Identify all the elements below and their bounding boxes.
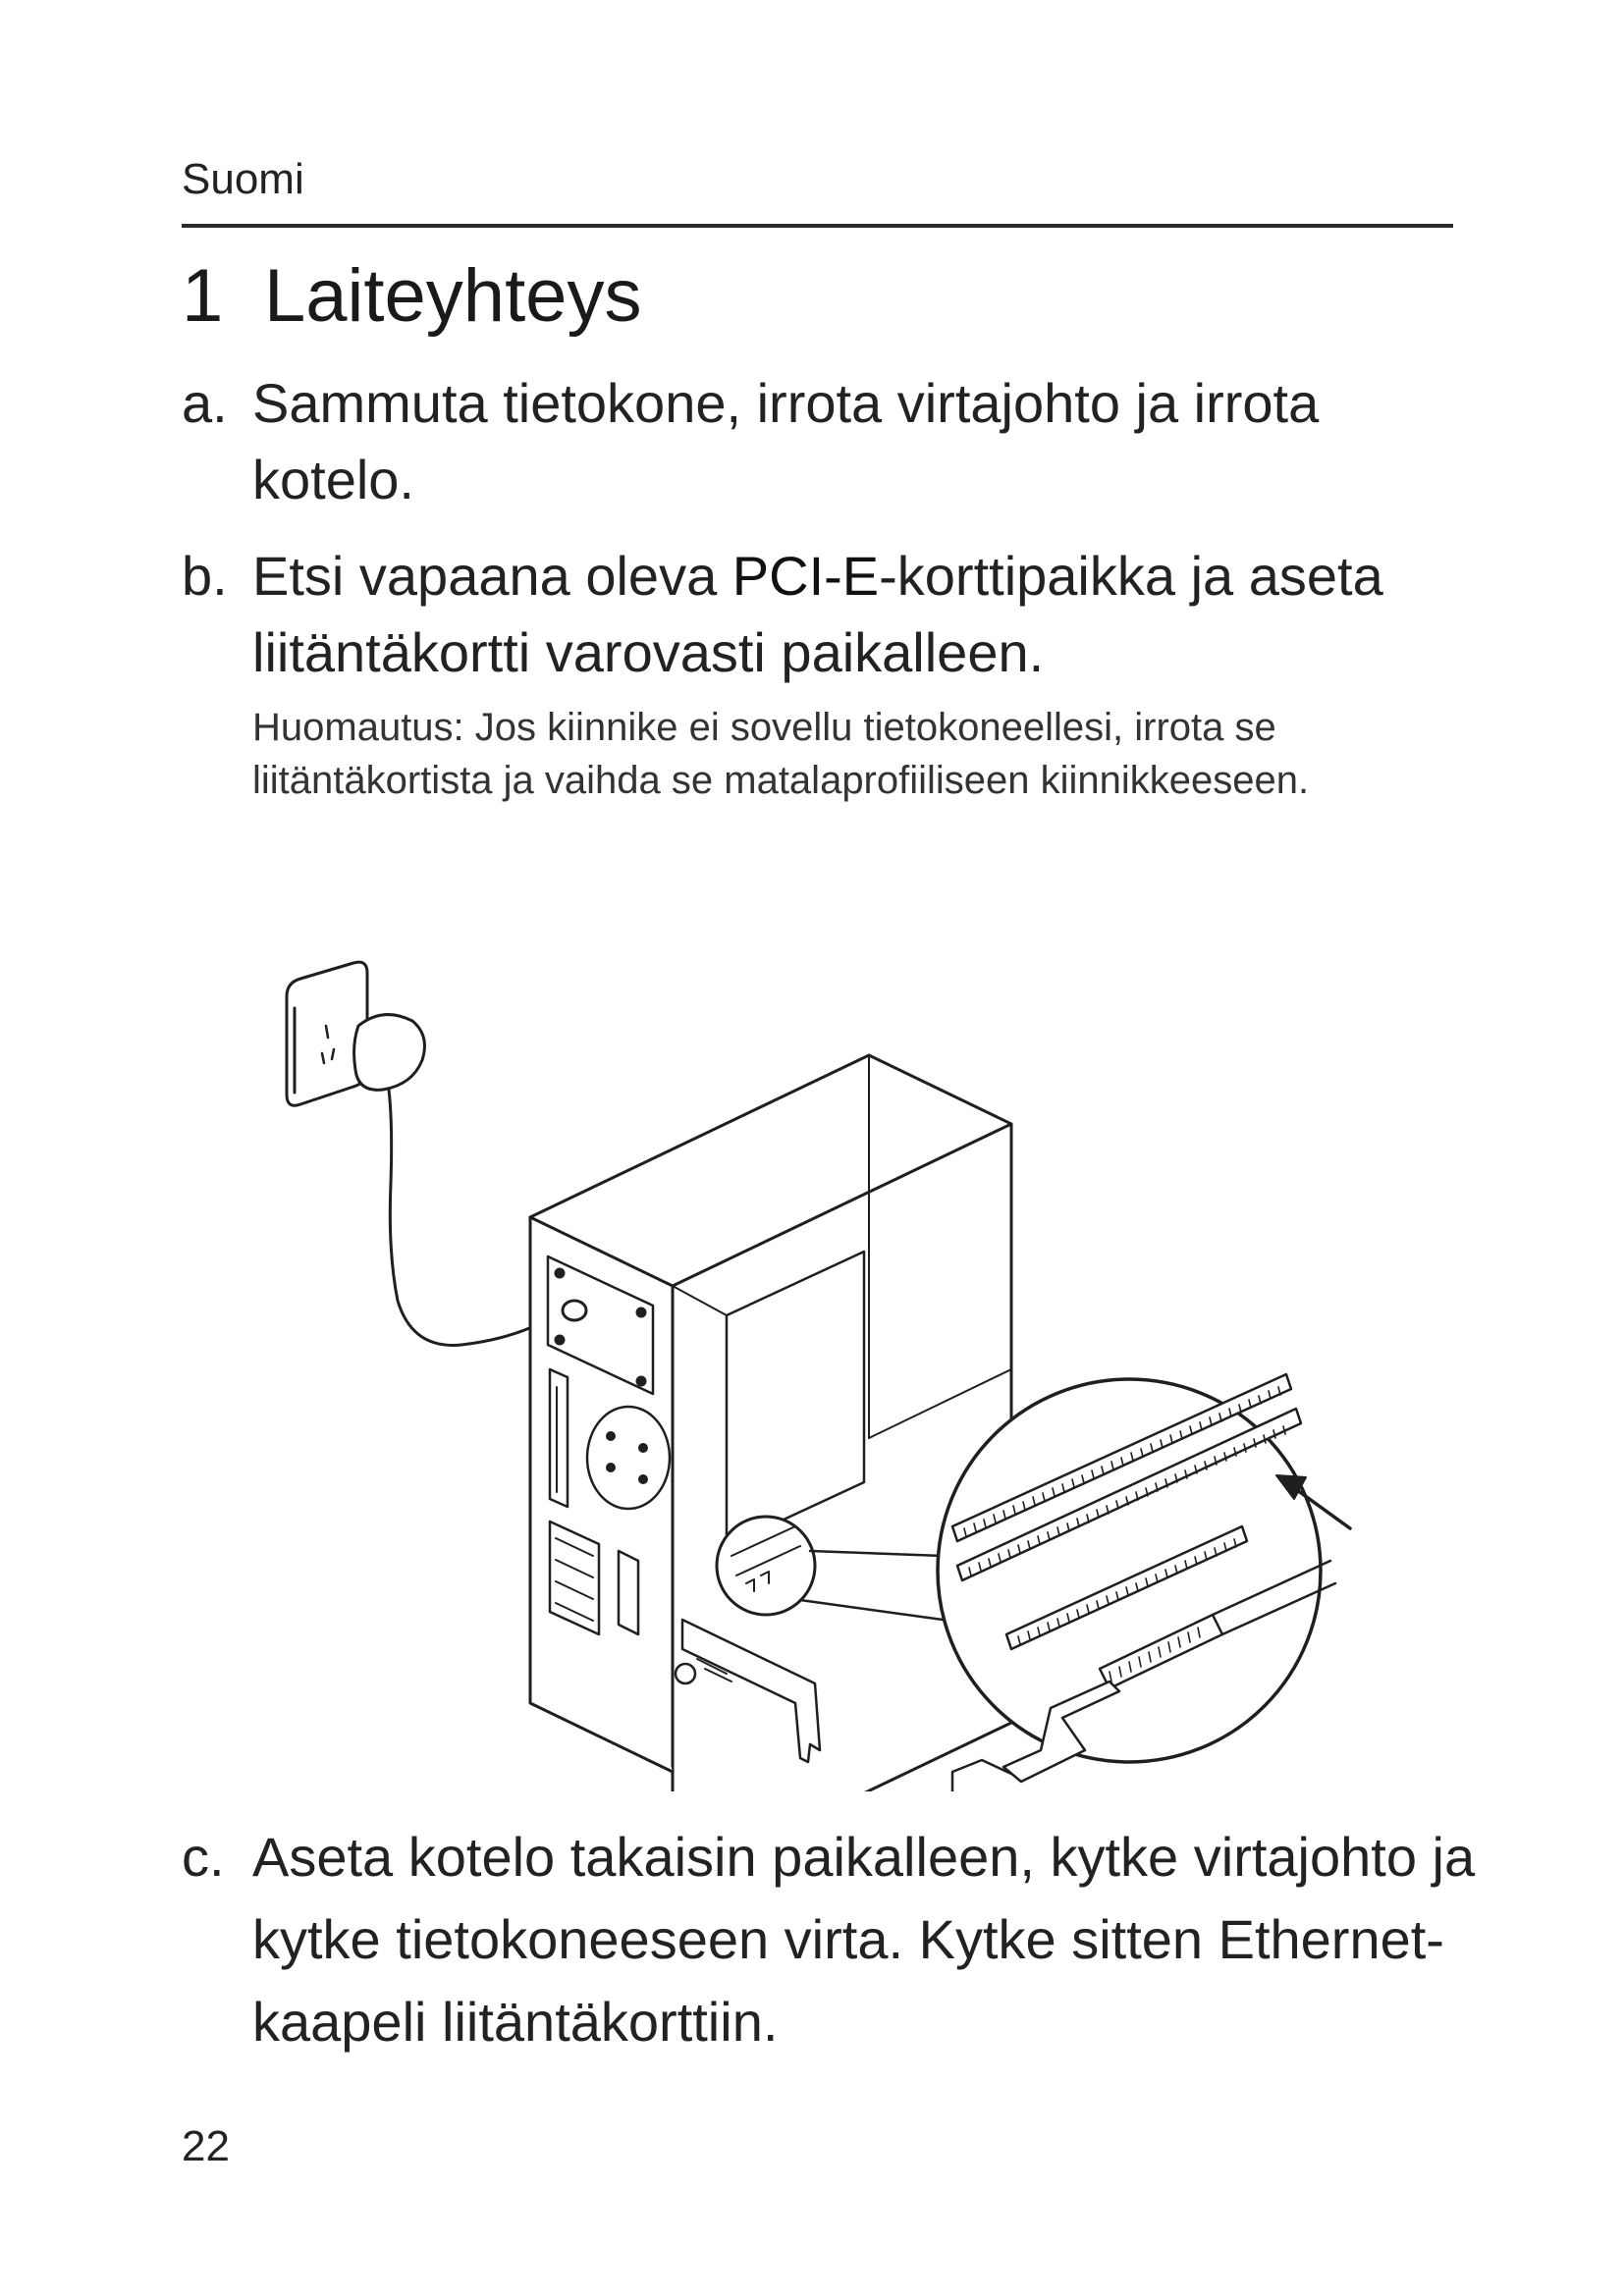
step-a-letter: a. [182, 372, 228, 434]
step-b-text-after: -korttipaikka ja aseta liitäntäkortti varovasti paikalleen. [252, 545, 1383, 683]
step-c-text: Aseta kotelo takaisin paikalleen, kytke virtajohto ja kytke tietokoneeseen virta. Kytke sitten Ethernet-kaapeli liitäntäkorttiin. [252, 1826, 1476, 2053]
section-title [182, 253, 641, 339]
step-b-note: Huomautus: Jos kiinnike ei sovellu tietokoneellesi, irrota se liitäntäkortista ja vaihda se matalaprofiiliseen kiinnikkeeseen. [252, 706, 1310, 802]
section-title-text: Laiteyhteys [264, 254, 642, 338]
step-b [182, 538, 1478, 691]
pc-installation-illustration-icon [265, 928, 1355, 1791]
language-label: Suomi [182, 155, 304, 203]
step-a [182, 365, 1478, 518]
section-number: 1 [182, 254, 224, 338]
step-c-letter: c. [182, 1826, 225, 1888]
step-a-text: Sammuta tietokone, irrota virtajohto ja irrota kotelo. [252, 372, 1320, 510]
step-b-text-before: Etsi vapaana oleva [252, 545, 732, 607]
step-c [182, 1816, 1478, 2063]
page-number: 22 [182, 2122, 230, 2170]
step-b-emphasis: PCI-E [731, 545, 880, 607]
step-b-text [252, 538, 1478, 691]
header-rule [182, 224, 1453, 228]
step-b-letter: b. [182, 545, 228, 607]
